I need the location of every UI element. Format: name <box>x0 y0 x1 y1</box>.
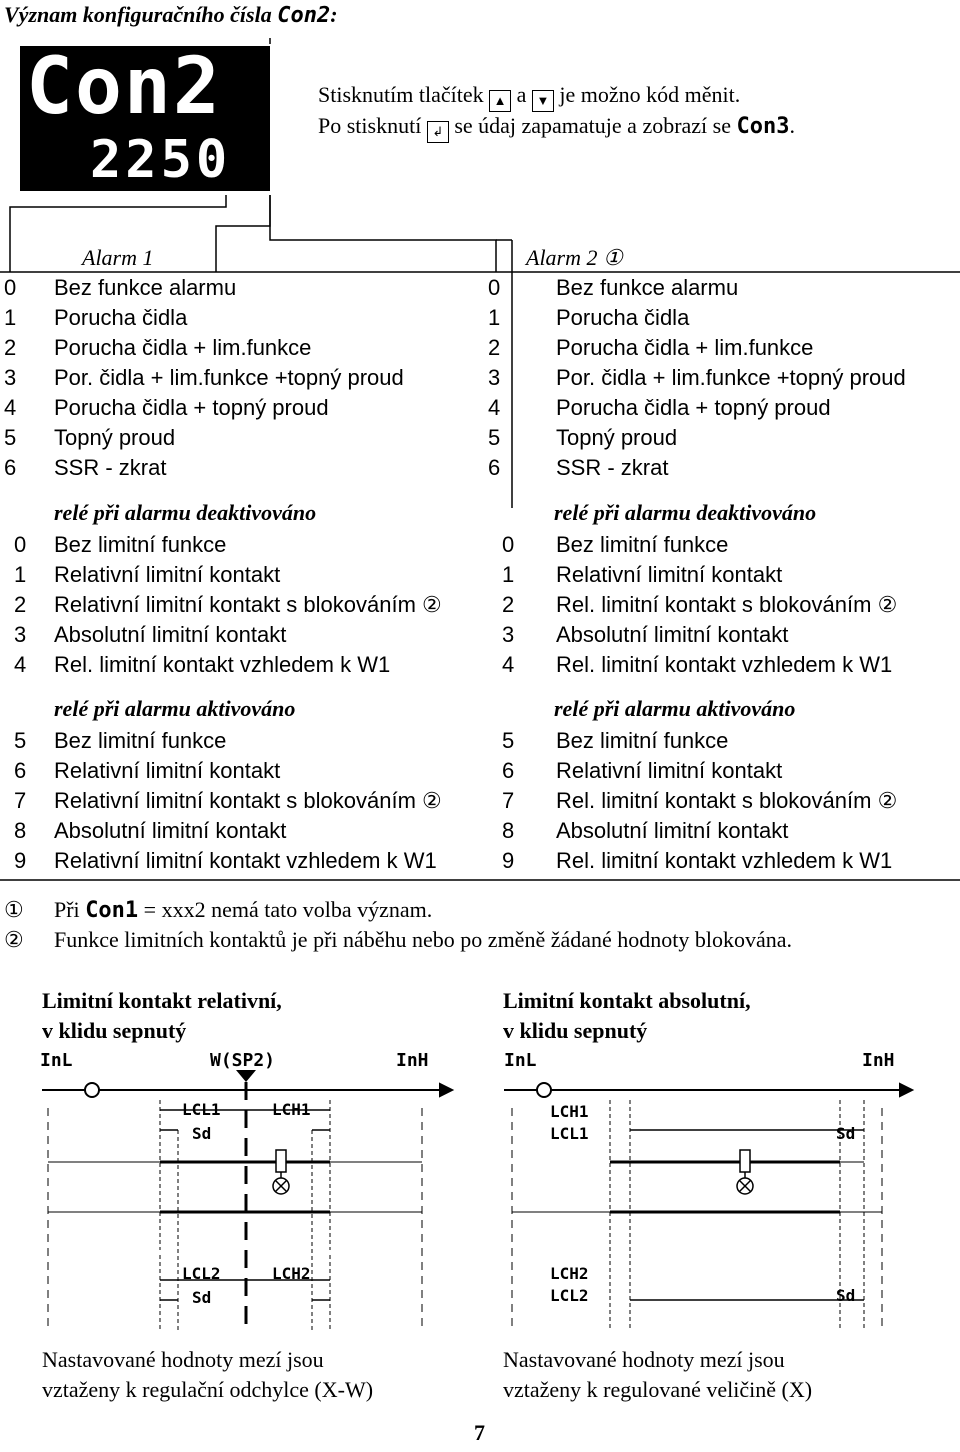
list-item-number: 4 <box>14 652 27 677</box>
abs-lcl1-label: LCL1 <box>550 1124 589 1143</box>
list-item-label: Por. čidla + lim.funkce +topný proud <box>556 365 906 390</box>
list-item-label: Relativní limitní kontakt <box>54 758 281 783</box>
list-item-number: 7 <box>502 788 515 813</box>
rel-lch1-label: LCH1 <box>272 1100 311 1119</box>
list-item-number: 0 <box>14 532 27 557</box>
rel-title-2: v klidu sepnutý <box>42 1018 187 1043</box>
note-text: Při <box>54 897 80 922</box>
list-item-number: 3 <box>4 365 17 390</box>
list-item-number: 8 <box>502 818 515 843</box>
list-item-number: 5 <box>502 728 515 753</box>
note-2: Funkce limitních kontaktů je při náběhu nebo po změně žádané hodnoty blokována. <box>54 927 793 952</box>
abs-sd1-label: Sd <box>836 1124 856 1143</box>
list-item-label: Absolutní limitní kontakt <box>556 622 789 647</box>
abs-title-2: v klidu sepnutý <box>503 1018 648 1043</box>
title-code: Con2 <box>277 3 331 28</box>
list-item-number: 5 <box>488 425 501 450</box>
list-item-number: 3 <box>502 622 515 647</box>
rel-lcl2-label: LCL2 <box>182 1264 221 1283</box>
page-number: 7 <box>474 1420 485 1445</box>
rel-title-1: Limitní kontakt relativní, <box>42 988 282 1013</box>
list-item-label: Relativní limitní kontakt vzhledem k W1 <box>54 848 437 873</box>
rel-lcl1-label: LCL1 <box>182 1100 221 1119</box>
list-item-label: Relativní limitní kontakt <box>556 562 783 587</box>
list-item-number: 0 <box>4 275 17 300</box>
abs-inh-label: InH <box>862 1050 895 1071</box>
list-item-number: 1 <box>14 562 27 587</box>
abs-caption-2: vztaženy k regulované veličině (X) <box>503 1377 813 1402</box>
abs-lch2-label: LCH2 <box>550 1264 589 1283</box>
list-item-label: Relativní limitní kontakt s blokováním ② <box>54 788 442 813</box>
list-item-number: 5 <box>4 425 17 450</box>
list-item-label: SSR - zkrat <box>556 455 669 480</box>
list-item-number: 4 <box>4 395 17 420</box>
alarm1-deact-title: relé při alarmu deaktivováno <box>54 500 317 525</box>
abs-lcl2-label: LCL2 <box>550 1286 589 1305</box>
title-prefix: Význam konfiguračního čísla <box>4 2 272 27</box>
note-code: Con1 <box>85 898 139 923</box>
up-key-icon: ▲ <box>489 90 511 112</box>
list-item-label: Porucha čidla <box>556 305 690 330</box>
list-item-label: Absolutní limitní kontakt <box>556 818 789 843</box>
list-item-number: 2 <box>488 335 501 360</box>
list-item-label: Porucha čidla + topný proud <box>556 395 831 420</box>
list-item-label: Rel. limitní kontakt s blokováním ② <box>556 592 898 617</box>
list-item-number: 0 <box>502 532 515 557</box>
instr-text: a <box>516 82 527 107</box>
instr-text: Stisknutím tlačítek <box>318 82 484 107</box>
list-item-label: Rel. limitní kontakt s blokováním ② <box>556 788 898 813</box>
list-item-label: Relativní limitní kontakt <box>54 562 281 587</box>
abs-lch1-label: LCH1 <box>550 1102 589 1121</box>
alarm1-act-title: relé při alarmu aktivováno <box>54 696 296 721</box>
instr-text: . <box>789 113 795 138</box>
list-item-label: Topný proud <box>54 425 176 450</box>
note-text: = xxx2 <box>143 897 206 922</box>
list-item-label: Porucha čidla + lim.funkce <box>54 335 312 360</box>
list-item-number: 4 <box>502 652 515 677</box>
instr-text: se údaj zapamatuje a zobrazí se <box>454 113 731 138</box>
rel-caption-2: vztaženy k regulační odchylce (X-W) <box>42 1377 374 1402</box>
note-2-mark: ② <box>4 927 24 952</box>
list-item-number: 2 <box>502 592 515 617</box>
rel-w-label: W(SP2) <box>210 1050 276 1071</box>
list-item-number: 1 <box>488 305 501 330</box>
instr-code: Con3 <box>736 114 790 139</box>
rel-inh-label: InH <box>396 1050 429 1071</box>
list-item-number: 9 <box>14 848 27 873</box>
list-item-number: 5 <box>14 728 27 753</box>
list-item-label: Porucha čidla + topný proud <box>54 395 329 420</box>
abs-caption-1: Nastavované hodnoty mezí jsou <box>503 1347 785 1372</box>
list-item-label: Bez limitní funkce <box>54 728 227 753</box>
alarm2-act-title: relé při alarmu aktivováno <box>554 696 796 721</box>
alarm2-title: Alarm 2 ① <box>526 245 623 270</box>
list-item-number: 7 <box>14 788 27 813</box>
list-item-label: Absolutní limitní kontakt <box>54 622 287 647</box>
list-item-number: 3 <box>14 622 27 647</box>
list-item-number: 2 <box>14 592 27 617</box>
alarm1-title: Alarm 1 <box>82 245 154 270</box>
rel-sd2-label: Sd <box>192 1288 212 1307</box>
list-item-label: Relativní limitní kontakt s blokováním ② <box>54 592 442 617</box>
list-item-label: Bez limitní funkce <box>556 728 729 753</box>
enter-key-icon: ↲ <box>427 121 449 143</box>
list-item-label: Por. čidla + lim.funkce +topný proud <box>54 365 404 390</box>
list-item-number: 9 <box>502 848 515 873</box>
list-item-label: Rel. limitní kontakt vzhledem k W1 <box>54 652 391 677</box>
list-item-number: 4 <box>488 395 501 420</box>
list-item-number: 3 <box>488 365 501 390</box>
instr-text: je možno kód měnit. <box>559 82 741 107</box>
list-item-label: Rel. limitní kontakt vzhledem k W1 <box>556 848 893 873</box>
list-item-label: Bez limitní funkce <box>54 532 227 557</box>
list-item-label: Porucha čidla + lim.funkce <box>556 335 814 360</box>
list-item-number: 2 <box>4 335 17 360</box>
list-item-number: 8 <box>14 818 27 843</box>
list-item-number: 6 <box>502 758 515 783</box>
instr-text: Po stisknutí <box>318 113 422 138</box>
list-item-number: 6 <box>488 455 501 480</box>
list-item-number: 0 <box>488 275 501 300</box>
display-top-value: Con2 <box>26 42 222 132</box>
list-item-number: 1 <box>4 305 17 330</box>
list-item-label: Rel. limitní kontakt vzhledem k W1 <box>556 652 893 677</box>
abs-sd2-label: Sd <box>836 1286 856 1305</box>
list-item-label: Topný proud <box>556 425 678 450</box>
display-bottom-value: 2250 <box>90 130 232 190</box>
list-item-label: Bez funkce alarmu <box>54 275 237 300</box>
abs-title-1: Limitní kontakt absolutní, <box>503 988 751 1013</box>
list-item-label: Bez limitní funkce <box>556 532 729 557</box>
note-1-mark: ① <box>4 897 24 922</box>
alarm2-deact-title: relé při alarmu deaktivováno <box>554 500 817 525</box>
rel-lch2-label: LCH2 <box>272 1264 311 1283</box>
list-item-label: Absolutní limitní kontakt <box>54 818 287 843</box>
list-item-label: Bez funkce alarmu <box>556 275 739 300</box>
list-item-label: Relativní limitní kontakt <box>556 758 783 783</box>
title-suffix: : <box>330 2 338 27</box>
abs-inl-label: InL <box>504 1050 537 1071</box>
list-item-label: Porucha čidla <box>54 305 188 330</box>
list-item-label: SSR - zkrat <box>54 455 167 480</box>
down-key-icon: ▼ <box>532 90 554 112</box>
list-item-number: 6 <box>14 758 27 783</box>
rel-sd1-label: Sd <box>192 1124 212 1143</box>
list-item-number: 1 <box>502 562 515 587</box>
note-text: nemá tato volba význam. <box>211 897 433 922</box>
rel-caption-1: Nastavované hodnoty mezí jsou <box>42 1347 324 1372</box>
list-item-number: 6 <box>4 455 17 480</box>
rel-inl-label: InL <box>40 1050 73 1071</box>
